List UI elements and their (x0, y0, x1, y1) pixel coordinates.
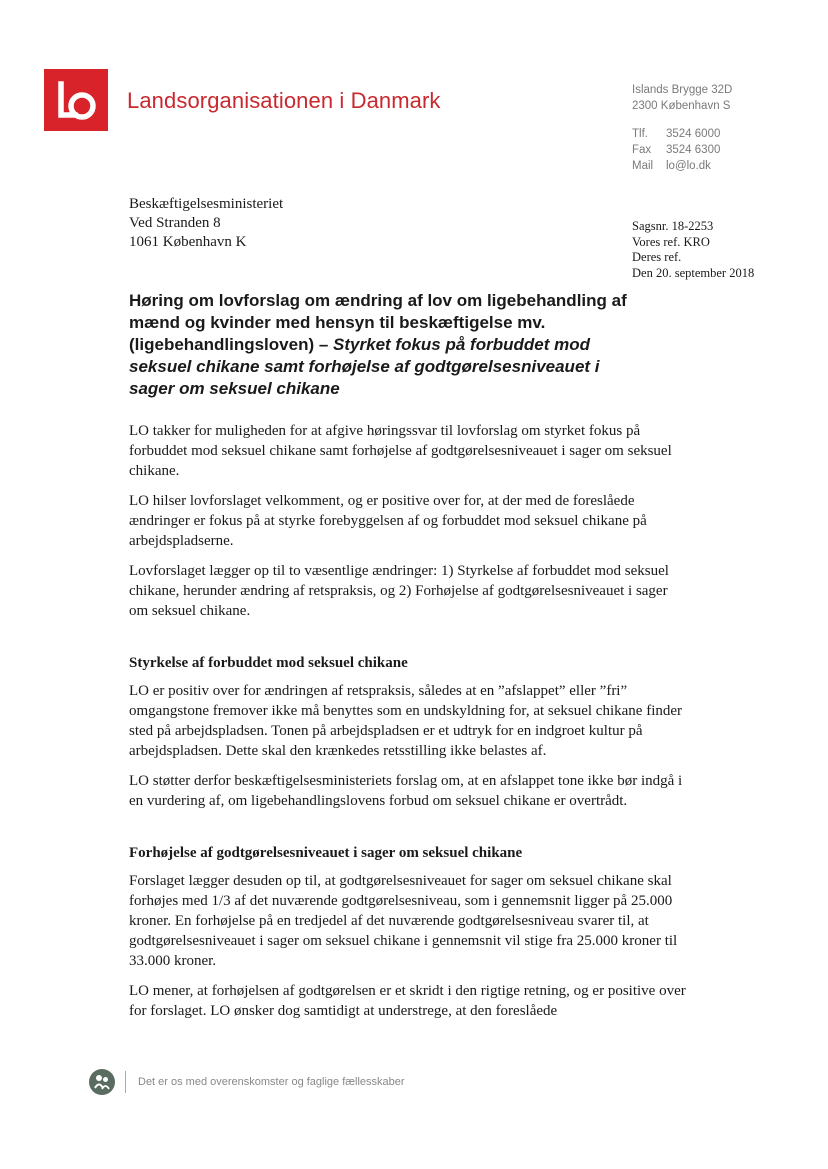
your-reference: Deres ref. (632, 250, 682, 264)
recipient-city: 1061 København K (129, 234, 247, 250)
paragraph: LO støtter derfor beskæftigelsesministeriets forslag om, at en afslappet tone ikke bør indgå i en vurdering af, om ligebehandlingslovens forbud om seksuel chikane er overtrådt. (129, 773, 683, 809)
footer-divider (125, 1071, 126, 1093)
letter-date: Den 20. september 2018 (632, 265, 755, 280)
paragraph: Forslaget lægger desuden op til, at godtgørelsesniveauet for sager om seksuel chikane skal forhøjes med 1/3 af det nuværende godtgørelsesniveau, som i gennemsnit ligger på 25.000 kroner. En forhøjelse på en tredjedel af det nuværende godtgørelsesniveau svarer til, at godtgørelsesniveauet i sager om seksuel chikane i gennemsnit vil stige fra 25.000 kroner til 33.000 kroner. (129, 873, 678, 969)
phone-label: Tlf. (632, 128, 648, 140)
paragraph: LO er positiv over for ændringen af retspraksis, således at en ”afslappet” eller ”fri” omgangstone fremover ikke må benyttes som en undskyldning for, at seksuel chikane finder sted på arbejdspladsen. Tonen på arbejdspladsen er et udtryk for en indgroet kultur på arbejdspladsen. Dette skal den krænkedes retsstilling ikke belastes af. (129, 683, 683, 759)
paragraph: LO takker for muligheden for at afgive høringssvar til lovforslag om styrket fokus på forbuddet mod seksuel chikane samt forhøjelse af godtgørelsesniveauet i sager om seksuel chikane. (129, 423, 672, 479)
section-heading: Forhøjelse af godtgørelsesniveauet i sager om seksuel chikane (129, 845, 523, 861)
mail-label: Mail (632, 160, 654, 172)
footer (89, 1069, 405, 1095)
address-line-2: 2300 København S (632, 100, 731, 112)
lo-people-mark-icon (89, 1069, 115, 1095)
paragraph: LO hilser lovforslaget velkomment, og er positive over for, at der med de foreslåede ændringer er fokus på at styrke forebyggelsen af og forbuddet mod seksuel chikane på arbejdspladserne. (129, 493, 647, 549)
organization-name: Landsorganisationen i Danmark (127, 88, 441, 113)
recipient-address (129, 195, 283, 252)
letter-body (129, 421, 689, 1031)
paragraph: LO mener, at forhøjelsen af godtgørelsen er et skridt i den rigtige retning, og er positive over for forslaget. LO ønsker dog samtidigt at understrege, at den foreslåede (129, 983, 686, 1019)
our-reference: Vores ref. KRO (632, 234, 710, 249)
address-line-1: Islands Brygge 32D (632, 84, 733, 96)
footer-tagline: Det er os med overenskomster og faglige fællesskaber (138, 1076, 405, 1088)
phone-number: 3524 6000 (666, 128, 721, 140)
fax-number: 3524 6300 (666, 144, 721, 156)
fax-label: Fax (632, 144, 652, 156)
case-number: Sagsnr. 18-2253 (632, 219, 714, 233)
heading-italic: Styrket fokus på forbuddet mod seksuel chikane samt forhøjelse af godtgørelsesniveauet i sager om seksuel chikane (129, 335, 600, 398)
recipient-street: Ved Stranden 8 (129, 215, 221, 231)
letter-heading (129, 290, 629, 400)
section-heading: Styrkelse af forbuddet mod seksuel chikane (129, 655, 408, 671)
paragraph: Lovforslaget lægger op til to væsentlige ændringer: 1) Styrkelse af forbuddet mod seksuel chikane, herunder ændring af retspraksis, og 2) Forhøjelse af godtgørelsesniveauet i sager om seksuel chikane. (129, 563, 669, 619)
reference-block (632, 219, 754, 281)
mail-address[interactable]: lo@lo.dk (666, 160, 711, 172)
lo-logo-icon (44, 69, 108, 131)
contact-block (632, 82, 732, 174)
heading-main: Høring om lovforslag om ændring af lov om ligebehandling af mænd og kvinder med hensyn til beskæftigelse mv. (ligebehandlingsloven) – (129, 291, 627, 354)
recipient-name: Beskæftigelsesministeriet (129, 196, 284, 212)
